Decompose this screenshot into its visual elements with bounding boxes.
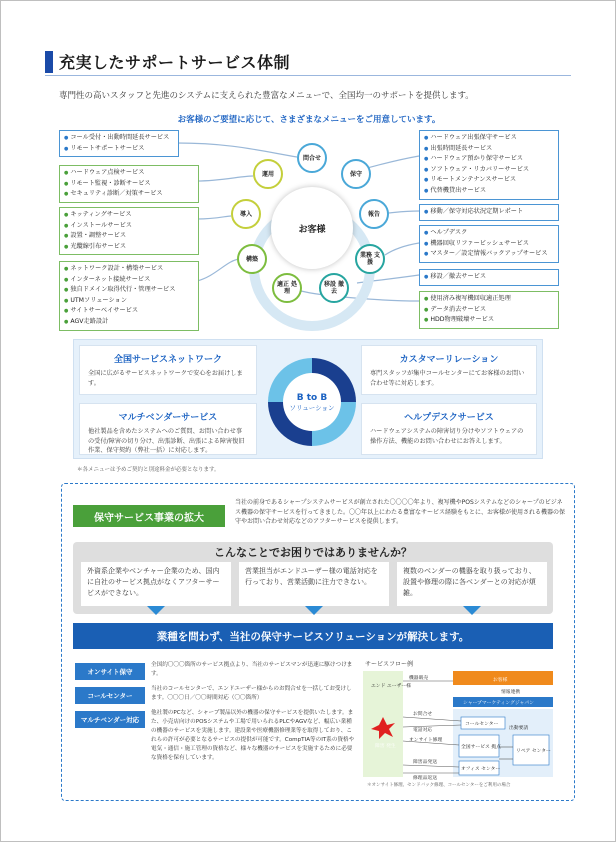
problem-box-3: 複数のベンダーの機器を取り扱っており、設置や修理の際に各ベンダーとの対応が煩雑。 [397,562,547,606]
menu-item: ● マスター／設定情報バックアップサービス [424,249,554,260]
multivendor-title: マルチベンダーサービス [118,413,218,423]
menu-item: ● 独自ドメイン取得代行・管理サービス [64,285,194,296]
flow-step: オンサイト修理 [409,738,443,743]
node-introduction: 導入 [231,199,261,229]
menu-box-operation [59,165,199,203]
menu-item: ● 機器回収リファービッシュサービス [424,239,554,250]
flow-label: サービスフロー例 [365,661,414,668]
customer-center-circle: お客様 [271,187,353,269]
flow-trouble-label: 障害 発生 [375,744,396,749]
service-text-multivendor: 他社製のPCなど、シャープ製品以外の機器の保守サービスを提供いたします。また、小売店向けのPOSシステムや工場で用いられるPLCやAGVなど、幅広い業種の機器のサービスを実施します。建設業や医療機器修理業等を取得しており、これらの許可が必要となるサービスの提供が可能です。CompTIA等のIT系の資格や電気・通信・施工管理の資格など、様々な機器のサービスを実施するために必要な資格を保有しています。 [151,710,355,761]
flow-step: お問合せ [413,712,433,717]
helpdesk-title: ヘルプデスクサービス [404,413,494,423]
nationwide-text: 全国に広がるサービスネットワークで安心をお届けします。 [88,370,243,387]
menu-box-construction [59,261,199,331]
node-operation: 運用 [253,159,283,189]
multivendor-box [79,403,257,455]
menu-item: ● データ消去サービス [424,305,554,316]
sub-heading: お客様のご要望に応じて、さまざまなメニューをご用意しています。 [177,115,441,125]
arrow-down-icon [305,606,323,615]
menu-item: ● リモートメンテナンスサービス [424,175,554,186]
arrow-down-icon [147,606,165,615]
menu-item: ● ソフトウェア・リカバリーサービス [424,165,554,176]
flow-step: 情報連携 [501,690,521,695]
menu-item: ● コール受付・出動時間延長サービス [64,133,174,144]
arrow-down-icon [463,606,481,615]
menu-item: ● 移設／撤去サービス [424,272,554,283]
menu-item: ● ネットワーク設計・構築サービス [64,264,194,275]
menu-item: ● HDD物理破壊サービス [424,315,554,326]
node-business-support: 業務 支援 [355,244,385,274]
menu-item: ● リモートサポートサービス [64,144,174,155]
helpdesk-box [361,403,537,455]
menu-item: ● ハードウェア点検サービス [64,168,194,179]
problem-heading: こんなことでお困りではありませんか？ [214,546,412,559]
title-accent-bar [45,51,53,73]
flow-step: 障害品発送 [413,760,437,765]
btob-sub: ソリューション [289,403,335,412]
menu-item: ● 設置・調整サービス [64,231,194,242]
menu-item: ● AGV走路設計 [64,317,194,328]
flow-office-center-label: オフィス センター [461,767,501,772]
node-disposal: 適正 処理 [272,273,302,303]
flow-customer-label: お客様 [493,678,508,683]
menu-item: ● サイトサーベイサービス [64,306,194,317]
menu-item: ● 代替機貸出サービス [424,186,554,197]
nationwide-network-box [79,345,257,395]
menu-item: ● インターネット接続サービス [64,275,194,286]
menu-item: ● 使用済み複写機回収適正処理 [424,294,554,305]
page-title: 充実したサポートサービス体制 [59,53,291,72]
solution-band: 業種を問わず、当社の保守サービスソリューションが解決します。 [73,623,553,649]
title-rule [45,75,571,76]
btob-main: B to B [296,392,328,403]
menu-box-reception [59,130,179,157]
flow-repair-center-label: リペア センター [516,749,551,754]
flow-callcenter-label: コールセンター [465,722,499,727]
service-label-multivendor: マルチベンダー対応 [75,711,145,728]
menu-box-relocation [419,269,559,286]
flow-step: 出動要請 [509,726,529,731]
node-maintenance: 保守 [341,159,371,189]
helpdesk-text: ハードウェアシステムの障害切り分けやソフトウェアの操作方法、機能のお問い合わせにお答えします。 [370,428,524,445]
flow-step: 電話対応 [413,728,433,733]
intro-text: 専門性の高いスタッフと先進のシステムに支えられた豊富なメニューで、全国均一のサポートを提供します。 [59,91,474,101]
service-text-callcenter: 当社のコールセンターで、エンドユーザー様からのお問合せを一括してお受けします。〇〇〇日／〇〇時間対応（〇〇箇所） [151,686,352,701]
menu-item: ● インストールサービス [64,221,194,232]
multivendor-text: 他社製品を含めたシステムへのご質問、お問い合わせ事の受付/障害の切り分け、出張診断、出張による障害復旧作業、保守契約（弊社一括）に対応します。 [88,428,245,454]
nationwide-title: 全国サービスネットワーク [113,355,222,365]
node-relocation: 移設 撤去 [319,273,349,303]
problem-box-2: 営業担当がエンドユーザー様の電話対応を行っており、営業活動に注力できない。 [239,562,389,606]
menu-item: ● ハードウェア預かり保守サービス [424,154,554,165]
menu-box-business-support [419,225,559,263]
node-construction: 構築 [237,244,267,274]
menu-item: ● キッティングサービス [64,210,194,221]
menu-box-introduction [59,207,199,255]
service-flow-diagram [363,669,553,791]
flow-sharp-label: シャープマーケティングジャパン [463,701,534,706]
flow-step: 修理品返送 [413,776,437,781]
customer-relation-text: 専門スタッフが集中コールセンターにてお客様のお問い合わせ等に対応します。 [370,370,525,387]
maintenance-description: 当社の前身であるシャープシステムサービスが創立された〇〇〇〇年より、複写機やPOSシステムなどのシャープのビジネス機器の保守サービスを行ってきました。〇〇年以上にわたる豊富なサービス経験をもとに、お客様が使用される機器の保守やお問い合わせ対応などのアフターサービスを提供します。 [235,499,566,526]
flow-step: 機器販売 [409,676,429,681]
maintenance-tag: 保守サービス事業の拡大 [73,505,225,527]
menu-item: ● リモート監視・診断サービス [64,179,194,190]
btob-center [283,373,341,431]
flow-enduser-label: エンド ユーザー様 [371,684,411,689]
menu-box-disposal [419,291,559,329]
flow-note: ＊オンサイト修理、センドバック修理、コールセンターをご利用の場合 [367,783,511,788]
menu-item: ● UTMソリューション [64,296,194,307]
service-label-callcenter: コールセンター [75,687,145,704]
menu-box-report [419,204,559,221]
menu-item: ● ハードウェア出張保守サービス [424,133,554,144]
footnote: ＊各メニューは予めご契約と別途料金が必要となります。 [77,467,220,473]
problem-box-1: 外資系企業やベンチャー企業のため、国内に自社のサービス拠点がなくアフターサービスができない。 [81,562,231,606]
menu-item: ● ヘルプデスク [424,228,554,239]
menu-item: ● 出張時間延長サービス [424,144,554,155]
menu-box-maintenance [419,130,559,200]
customer-relation-title: カスタマーリレーション [399,355,499,365]
service-label-onsite: オンサイト保守 [75,663,145,680]
node-report: 報告 [359,199,389,229]
service-text-onsite: 全国約〇〇〇箇所のサービス拠点より、当社のサービスマンが迅速に駆けつけます。 [151,662,353,677]
menu-item: ● セキュリティ診断／対策サービス [64,189,194,200]
menu-item: ● 移動／保守対応状況定期レポート [424,207,554,218]
node-inquiry: 問合せ [297,143,327,173]
menu-item: ● 光纜線引布サービス [64,242,194,253]
flow-service-base-label: 全国サービス 拠点 [461,745,501,750]
customer-relation-box [361,345,537,395]
